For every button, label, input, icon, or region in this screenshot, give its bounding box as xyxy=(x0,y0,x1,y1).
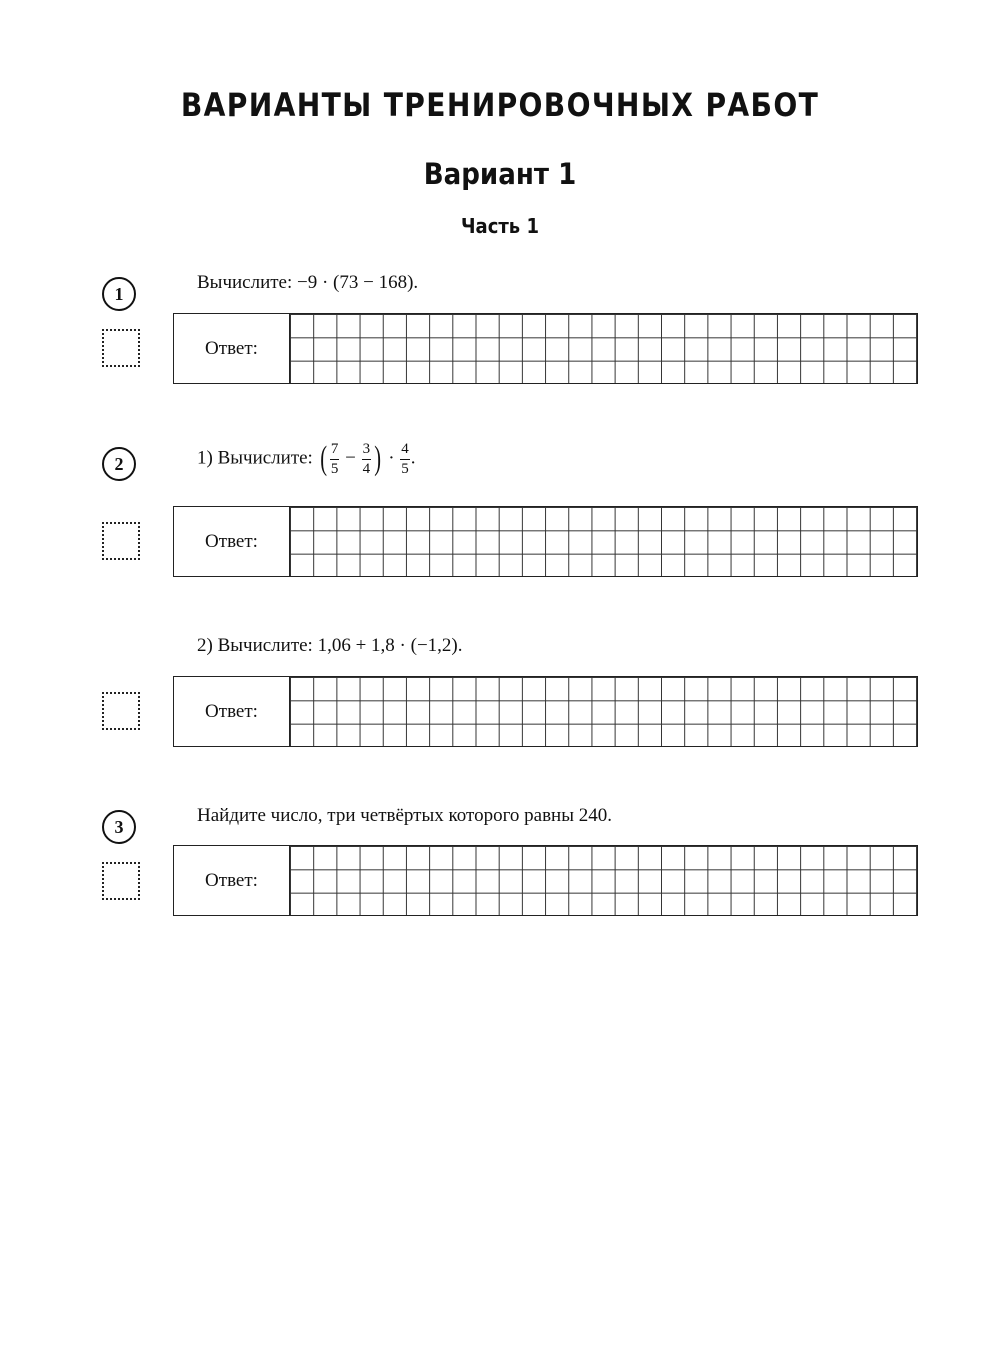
answer-label: Ответ: xyxy=(174,507,290,576)
left-paren: ( xyxy=(319,440,327,477)
score-box-2-2 xyxy=(102,692,140,730)
answer-label: Ответ: xyxy=(174,846,290,915)
answer-box-2-1[interactable] xyxy=(173,506,918,577)
answer-label: Ответ: xyxy=(174,677,290,746)
answer-grid[interactable] xyxy=(290,507,917,576)
task-number-3: 3 xyxy=(102,810,136,844)
answer-grid[interactable] xyxy=(290,314,917,383)
part-heading: Часть 1 xyxy=(461,214,539,238)
fraction-3-4 xyxy=(362,442,372,477)
fraction-7-5 xyxy=(330,442,340,477)
multiply-sign: · xyxy=(383,447,400,469)
task-2-2-text: 2) Вычислите: 1,06 + 1,8 · (−1,2). xyxy=(197,635,463,656)
answer-box-3[interactable] xyxy=(173,845,918,916)
fraction-denominator: 5 xyxy=(330,460,339,477)
task-number-1: 1 xyxy=(102,277,136,311)
fraction-numerator: 4 xyxy=(400,442,410,460)
answer-label: Ответ: xyxy=(174,314,290,383)
answer-box-2-2[interactable] xyxy=(173,676,918,747)
period: . xyxy=(410,447,416,469)
score-box-3 xyxy=(102,862,140,900)
task-2-1-prefix: 1) Вычислите: xyxy=(197,447,318,469)
score-box-1 xyxy=(102,329,140,367)
right-paren: ) xyxy=(374,440,382,477)
minus-sign: − xyxy=(340,447,361,469)
fraction-denominator: 5 xyxy=(401,460,409,477)
answer-box-1[interactable] xyxy=(173,313,918,384)
answer-grid[interactable] xyxy=(290,677,917,746)
answer-grid[interactable] xyxy=(290,846,917,915)
task-2-1-text xyxy=(197,440,416,478)
variant-heading: Вариант 1 xyxy=(423,157,577,191)
page-title: ВАРИАНТЫ ТРЕНИРОВОЧНЫХ РАБОТ xyxy=(180,86,820,124)
fraction-denominator: 4 xyxy=(362,460,371,477)
fraction-numerator: 3 xyxy=(362,442,372,460)
task-number-2: 2 xyxy=(102,447,136,481)
task-1-text: Вычислите: −9 · (73 − 168). xyxy=(197,272,419,293)
task-3-text: Найдите число, три четвёртых которого равны 240. xyxy=(197,805,612,826)
fraction-4-5 xyxy=(400,442,410,477)
score-box-2-1 xyxy=(102,522,140,560)
fraction-numerator: 7 xyxy=(330,442,340,460)
